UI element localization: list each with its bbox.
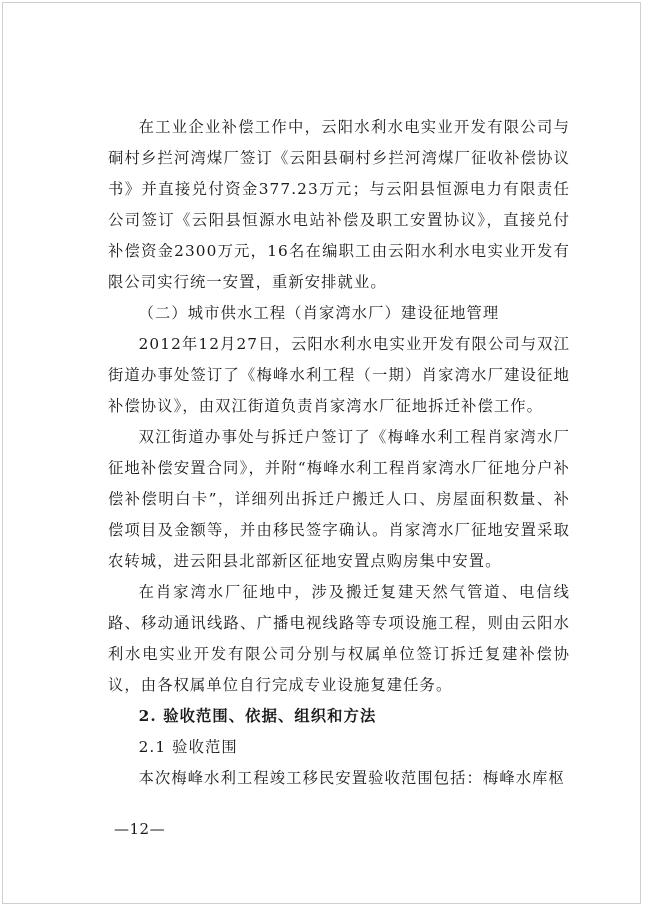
paragraph-special-facilities: 在肖家湾水厂征地中，涉及搬迁复建天然气管道、电信线路、移动通讯线路、广播电视线路等专项设施工程，则由云阳水利水电实业开发有限公司分别与权属单位签订拆迁复建补偿协议，由各权属单位自行完成专业设施复建任务。 (108, 583, 570, 694)
paragraph-industrial-compensation: 在工业企业补偿工作中，云阳水利水电实业开发有限公司与硐村乡拦河湾煤厂签订《云阳县硐村乡拦河湾煤厂征收补偿协议书》并直接兑付资金377.23万元；与云阳县恒源电力有限责任公司签订《云阳县恒源水电站补偿及职工安置协议》，直接兑付补偿资金2300万元，16名在编职工由云阳水利水电实业开发有限公司实行统一安置，重新安排就业。 (108, 118, 570, 291)
paragraph-relocation-contract: 双江街道办事处与拆迁户签订了《梅峰水利工程肖家湾水厂征地补偿安置合同》，并附“梅峰水利工程肖家湾水厂征地分户补偿补偿明白卡”，详细列出拆迁户搬迁人口、房屋面积数量、补偿项目及金额等，并由移民签字确认。肖家湾水厂征地安置采取农转城，进云阳县北部新区征地安置点购房集中安置。 (108, 428, 570, 570)
subsection-heading-scope: 2.1 验收范围 (138, 738, 238, 756)
paragraph-scope-start: 本次梅峰水利工程竣工移民安置验收范围包括：梅峰水库枢 (138, 769, 565, 787)
document-body (108, 112, 570, 794)
page-number: —12— (114, 820, 166, 838)
section-heading-acceptance: 2. 验收范围、依据、组织和方法 (138, 707, 377, 725)
paragraph-agreement-2012: 2012年12月27日，云阳水利水电实业开发有限公司与双江街道办事处签订了《梅峰水利工程（一期）肖家湾水厂建设征地补偿协议》，由双江街道负责肖家湾水厂征地拆迁补偿工作。 (108, 335, 570, 415)
section-heading-water-plant: （二）城市供水工程（肖家湾水厂）建设征地管理 (138, 304, 500, 322)
